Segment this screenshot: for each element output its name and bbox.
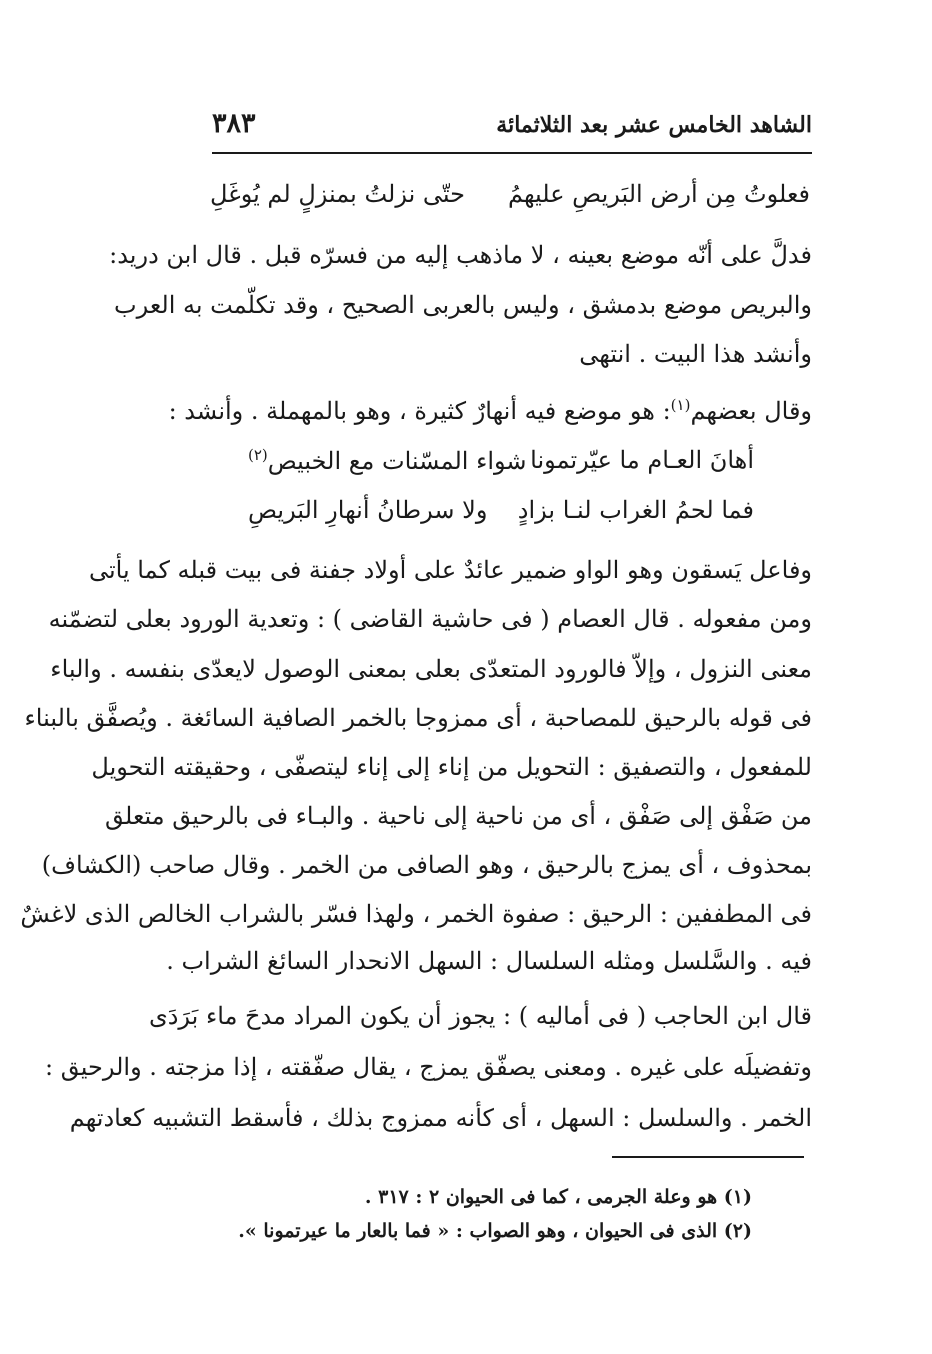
paragraph-1-line-1: فدلَّ على أنّه موضع بعينه ، لا ماذهب إليه من فسرّه قبل . قال ابن دريد:	[109, 241, 812, 269]
footnote-2: (٢) الذى فى الحيوان ، وهو الصواب : « فما بالعار ما عيرتمونا ».	[238, 1220, 752, 1242]
page-header	[212, 108, 812, 148]
paragraph-2-before-ref: وقال بعضهم	[690, 397, 812, 425]
verse-1-second-hemistich: حتّى نزلتُ بمنزلٍ لم يُوغَلِ	[210, 180, 465, 208]
paragraph-3-line-4: فى قوله بالرحيق للمصاحبة ، أى ممزوجا بالخمر الصافية السائغة . ويُصفَّق بالبناء	[24, 704, 812, 732]
header-rule	[212, 152, 812, 154]
page-number: ٣٨٣	[212, 108, 256, 139]
paragraph-4-line-3: الخمر . والسلسل : السهل ، أى كأنه ممزوج بذلك ، فأسقط التشبيه كعادتهم	[69, 1104, 812, 1132]
footnote-1: (١) هو وعلة الجرمى ، كما فى الحيوان ٢ : ٣١٧ .	[364, 1186, 752, 1208]
verse-3-second-hemistich: ولا سرطانُ أنهارِ البَريصِ	[248, 496, 488, 524]
verse-1-first-hemistich: فعلوتُ مِن أرض البَريصِ عليهمُ	[508, 180, 810, 208]
paragraph-3-line-5: للمفعول ، والتصفيق : التحويل من إناء إلى إناء ليتصفّى ، وحقيقته التحويل	[91, 753, 812, 781]
verse-3	[248, 496, 754, 536]
paragraph-2-after-ref: : هو موضع فيه أنهارٌ كثيرة ، وهو بالمهملة . وأنشد :	[168, 397, 671, 425]
running-title: الشاهد الخامس عشر بعد الثلاثمائة	[496, 112, 812, 138]
paragraph-3-line-6: من صَفْق إلى صَفْق ، أى من ناحية إلى ناحية . والبـاء فى بالرحيق متعلق	[105, 802, 812, 830]
footnote-rule	[612, 1156, 804, 1158]
footnote-ref-1: (١)	[670, 396, 691, 414]
verse-1	[210, 180, 810, 220]
footnote-ref-2: (٢)	[248, 446, 268, 464]
paragraph-3-line-7: بمحذوف ، أى يمزج بالرحيق ، وهو الصافى من الخمر . وقال صاحب (الكشاف)	[41, 851, 812, 879]
paragraph-2	[168, 396, 812, 425]
verse-2	[248, 446, 754, 486]
paragraph-4-line-1: قال ابن الحاجب ( فى أماليه ) : يجوز أن يكون المراد مدحَ ماء بَرَدَى	[148, 1002, 812, 1030]
paragraph-3-line-2: ومن مفعوله . قال العصام ( فى حاشية القاضى ) : وتعدية الورود بعلى لتضمّنه	[48, 605, 812, 633]
verse-2-second-hemistich	[248, 446, 527, 475]
verse-3-first-hemistich: فما لحمُ الغراب لنـا بزادٍ	[517, 496, 754, 524]
paragraph-3-line-8: فى المطففين : الرحيق : صفوة الخمر ، ولهذا فسّر بالشراب الخالص الذى لاغشٌ	[20, 900, 812, 928]
paragraph-3-line-1: وفاعل يَسقون وهو الواو ضمير عائدٌ على أولاد جفنة فى بيت قبله كما يأتى	[89, 556, 812, 584]
verse-2-first-hemistich: أهانَ العـام ما عيّرتمونا	[530, 446, 754, 474]
paragraph-3-line-3: معنى النزول ، وإلاّ فالورود المتعدّى بعلى بمعنى الوصول لايعدّى بنفسه . والباء	[50, 655, 812, 683]
paragraph-1-line-2: والبريص موضع بدمشق ، وليس بالعربى الصحيح ، وقد تكلّمت به العرب	[113, 291, 812, 319]
verse-2-second-hemistich-text: شواء المسّنات مع الخبيص	[267, 447, 527, 475]
paragraph-4-line-2: وتفضيلَه على غيره . ومعنى يصفّق يمزج ، يقال صفّقته ، إذا مزجته . والرحيق :	[45, 1053, 812, 1081]
paragraph-1-line-3: وأنشد هذا البيت . انتهى	[579, 340, 812, 368]
paragraph-3-line-9: فيه . والسَّلسل ومثله السلسال : السهل الانحدار السائغ الشراب .	[166, 947, 812, 975]
